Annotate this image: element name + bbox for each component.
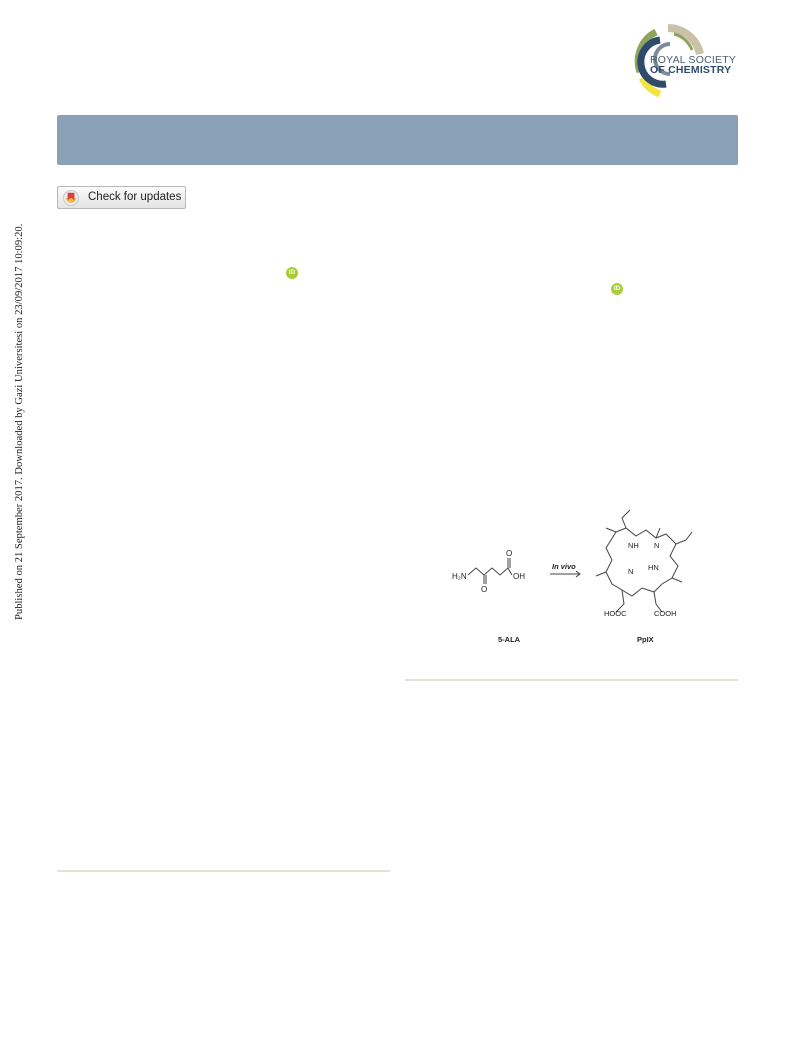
orcid-icon[interactable]: iD [286,267,298,279]
scheme-label-n-bottom: N [628,567,634,576]
scheme-arrow-label: In vivo [552,562,576,571]
scheme-ala-to-ppix [440,500,700,650]
check-for-updates-button[interactable] [57,186,186,209]
scheme-label-acid: OH [513,572,525,581]
scheme-label-cooh: COOH [654,609,677,618]
download-note: Published on 21 September 2017. Downloaded by Gazi Universitesi on 23/09/2017 10:09:20. [14,223,25,620]
logo-text-of-chemistry: OF CHEMISTRY [650,64,732,76]
scheme-label-n-top: N [654,541,660,550]
scheme-compound-ppix: PpIX [637,635,654,644]
scheme-label-hooc: HOOC [604,609,627,618]
check-for-updates-label: Check for updates [88,191,182,203]
left-column-rule [57,870,390,872]
scheme-label-nh: NH [628,541,639,550]
scheme-label-hn: HN [648,563,659,572]
right-column-rule [405,679,738,681]
crossmark-icon [63,190,79,206]
scheme-compound-5ala: 5-ALA [498,635,521,644]
scheme-label-oxo2: O [506,549,513,558]
scheme-label-oxo: O [481,585,488,594]
article-type-band [57,115,738,165]
orcid-icon[interactable]: iD [611,283,623,295]
logo-text-royal-society: ROYAL SOCIETY [650,54,737,66]
scheme-label-amine: H₂N [452,572,467,581]
